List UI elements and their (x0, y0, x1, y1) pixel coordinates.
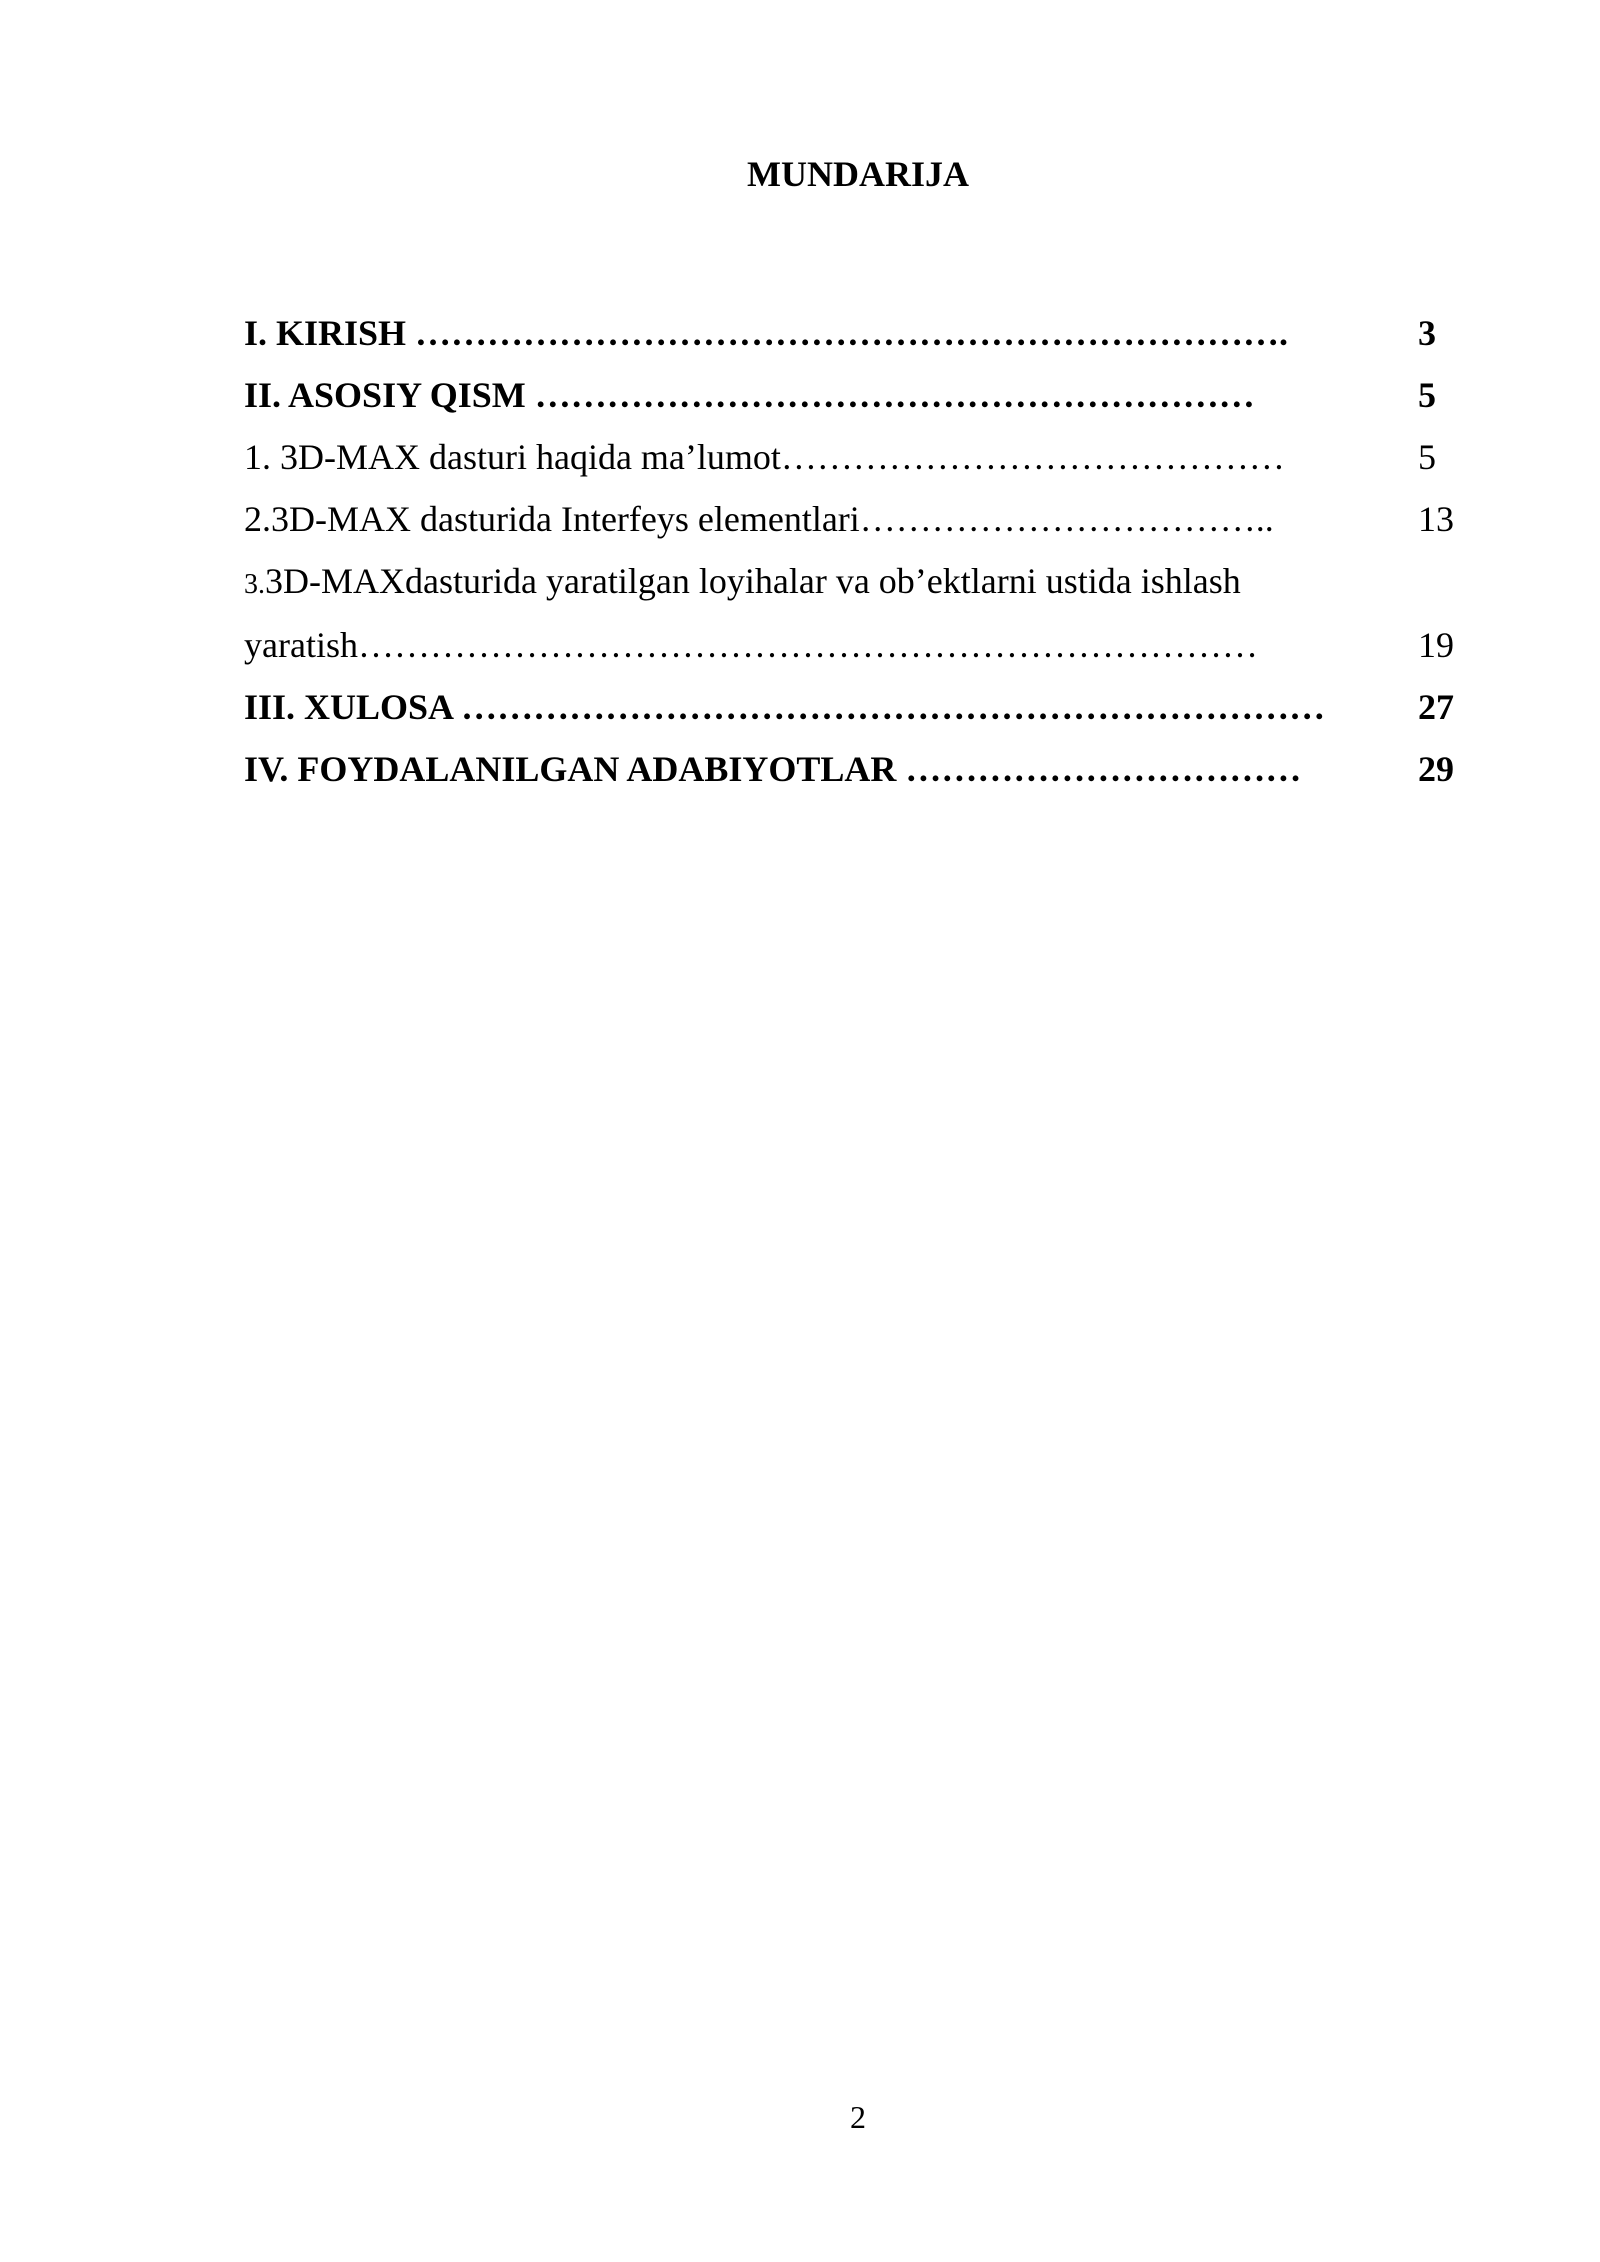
toc-entry-section-3 (244, 556, 1474, 606)
toc-entry-text: IV. FOYDALANILGAN ADABIYOTLAR …………………………… (244, 749, 1302, 789)
toc-entry-text: 1. 3D-MAX dasturi haqida ma’lumot…………………………………… (244, 437, 1285, 477)
toc-entry-section-1 (244, 432, 1474, 482)
toc-entry-page: 27 (1418, 687, 1454, 727)
toc-entry-page: 13 (1418, 499, 1454, 539)
toc-title: MUNDARIJA (747, 154, 969, 194)
toc-entry-text: I. KIRISH ………………………………………………………………. (244, 313, 1289, 353)
toc-entry-xulosa (244, 682, 1474, 732)
toc-entry-page: 29 (1418, 749, 1454, 789)
toc-entry-kirish (244, 308, 1474, 358)
toc-entry-page: 5 (1418, 437, 1436, 477)
toc-entry-text: yaratish………………………………………………………………… (244, 625, 1258, 665)
toc-entry-page: 5 (1418, 375, 1436, 415)
toc-entry-text: II. ASOSIY QISM …………………………………………………… (244, 375, 1255, 415)
toc-entry-text: 2.3D-MAX dasturida Interfeys elementlari…………………………….. (244, 499, 1274, 539)
toc-entry-adabiyotlar (244, 744, 1474, 794)
toc-entry-text (244, 556, 1241, 610)
toc-entry-prefix: 3. (244, 569, 265, 600)
toc-entry-text: III. XULOSA ……………………………………………………………… (244, 687, 1326, 727)
toc-entry-page: 19 (1418, 625, 1454, 665)
toc-entry-text-main: 3D-MAXdasturida yaratilgan loyihalar va ob’ektlarni ustida ishlash (265, 561, 1241, 601)
toc-entry-asosiy-qism (244, 370, 1474, 420)
page-number: 2 (850, 2099, 866, 2135)
toc-entry-page: 3 (1418, 313, 1436, 353)
toc-entry-section-2 (244, 494, 1474, 544)
toc-entry-section-3-continued (244, 620, 1474, 670)
